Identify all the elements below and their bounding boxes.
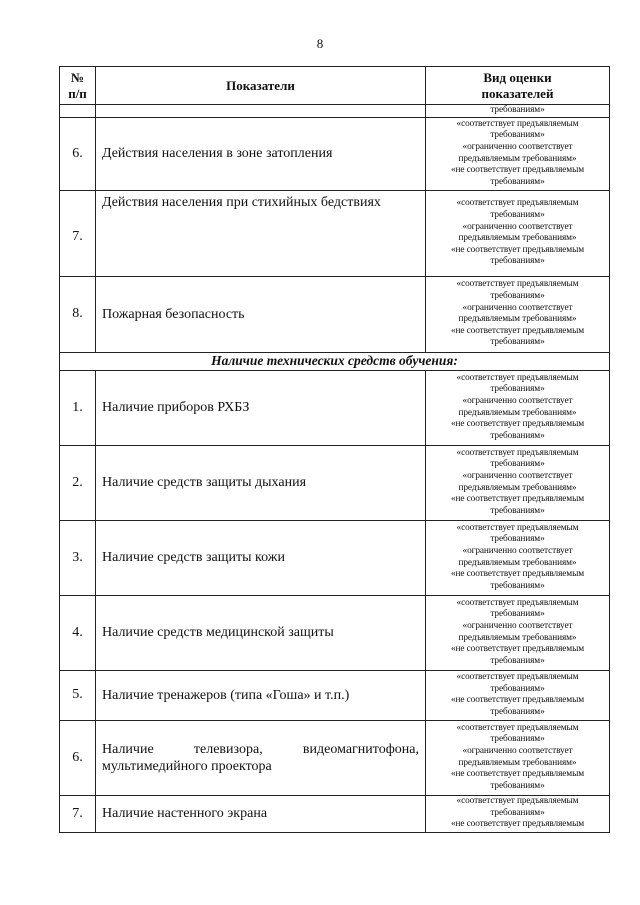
row-number: 1.	[60, 370, 96, 445]
row-indicator: Наличие средств медицинской защиты	[96, 595, 426, 670]
row-indicator: Действия населения в зоне затопления	[96, 117, 426, 190]
row-number: 6.	[60, 720, 96, 795]
row-evaluation-options: «соответствует предъявляемым требованиям» «ограниченно соответствует предъявляемым требованиям» «не соответствует предъявляемым требованиям»	[426, 190, 610, 276]
row-number: 7.	[60, 190, 96, 276]
table-header-row	[60, 67, 610, 105]
row-number: 5.	[60, 670, 96, 720]
table-row	[60, 190, 610, 276]
table-row	[60, 445, 610, 520]
table-row	[60, 370, 610, 445]
row-number: 2.	[60, 445, 96, 520]
row-indicator: Действия населения при стихийных бедствиях	[96, 190, 426, 276]
row-evaluation-options: «соответствует предъявляемым требованиям» «ограниченно соответствует предъявляемым требованиям» «не соответствует предъявляемым требованиям»	[426, 445, 610, 520]
row-number: 4.	[60, 595, 96, 670]
row-number: 7.	[60, 795, 96, 832]
table-row	[60, 520, 610, 595]
indicators-table	[59, 66, 610, 833]
row-evaluation-options: «соответствует предъявляемым требованиям» «ограниченно соответствует предъявляемым требованиям» «не соответствует предъявляемым требованиям»	[426, 117, 610, 190]
continuation-text: требованиям»	[426, 105, 610, 118]
section-title: Наличие технических средств обучения:	[60, 352, 610, 370]
table-row	[60, 670, 610, 720]
row-indicator: Наличие телевизора, видеомагнитофона, мультимедийного проектора	[96, 720, 426, 795]
header-num: № п/п	[60, 67, 96, 105]
table-row	[60, 117, 610, 190]
row-number: 6.	[60, 117, 96, 190]
row-indicator: Наличие настенного экрана	[96, 795, 426, 832]
row-number: 3.	[60, 520, 96, 595]
table-row	[60, 795, 610, 832]
page-number: 8	[316, 36, 324, 51]
row-indicator: Наличие тренажеров (типа «Гоша» и т.п.)	[96, 670, 426, 720]
row-indicator: Пожарная безопасность	[96, 276, 426, 352]
header-indicators: Показатели	[96, 67, 426, 105]
continuation-row	[60, 105, 610, 118]
row-evaluation-options: «соответствует предъявляемым требованиям» «ограниченно соответствует предъявляемым требованиям» «не соответствует предъявляемым требованиям»	[426, 720, 610, 795]
row-indicator: Наличие приборов РХБЗ	[96, 370, 426, 445]
row-indicator: Наличие средств защиты кожи	[96, 520, 426, 595]
row-evaluation-options: «соответствует предъявляемым требованиям» «ограниченно соответствует предъявляемым требованиям» «не соответствует предъявляемым требованиям»	[426, 276, 610, 352]
row-evaluation-options: «соответствует предъявляемым требованиям» «ограниченно соответствует предъявляемым требованиям» «не соответствует предъявляемым требованиям»	[426, 595, 610, 670]
table-row	[60, 276, 610, 352]
header-evaluation: Вид оценки показателей	[426, 67, 610, 105]
section-row	[60, 352, 610, 370]
row-indicator: Наличие средств защиты дыхания	[96, 445, 426, 520]
table-row	[60, 595, 610, 670]
row-evaluation-options: «соответствует предъявляемым требованиям» «не соответствует предъявляемым требованиям»	[426, 670, 610, 720]
table-row	[60, 720, 610, 795]
row-evaluation-options: «соответствует предъявляемым требованиям» «ограниченно соответствует предъявляемым требованиям» «не соответствует предъявляемым требованиям»	[426, 520, 610, 595]
row-evaluation-options: «соответствует предъявляемым требованиям» «ограниченно соответствует предъявляемым требованиям» «не соответствует предъявляемым требованиям»	[426, 370, 610, 445]
row-evaluation-options: «соответствует предъявляемым требованиям» «не соответствует предъявляемым	[426, 795, 610, 832]
row-number: 8.	[60, 276, 96, 352]
